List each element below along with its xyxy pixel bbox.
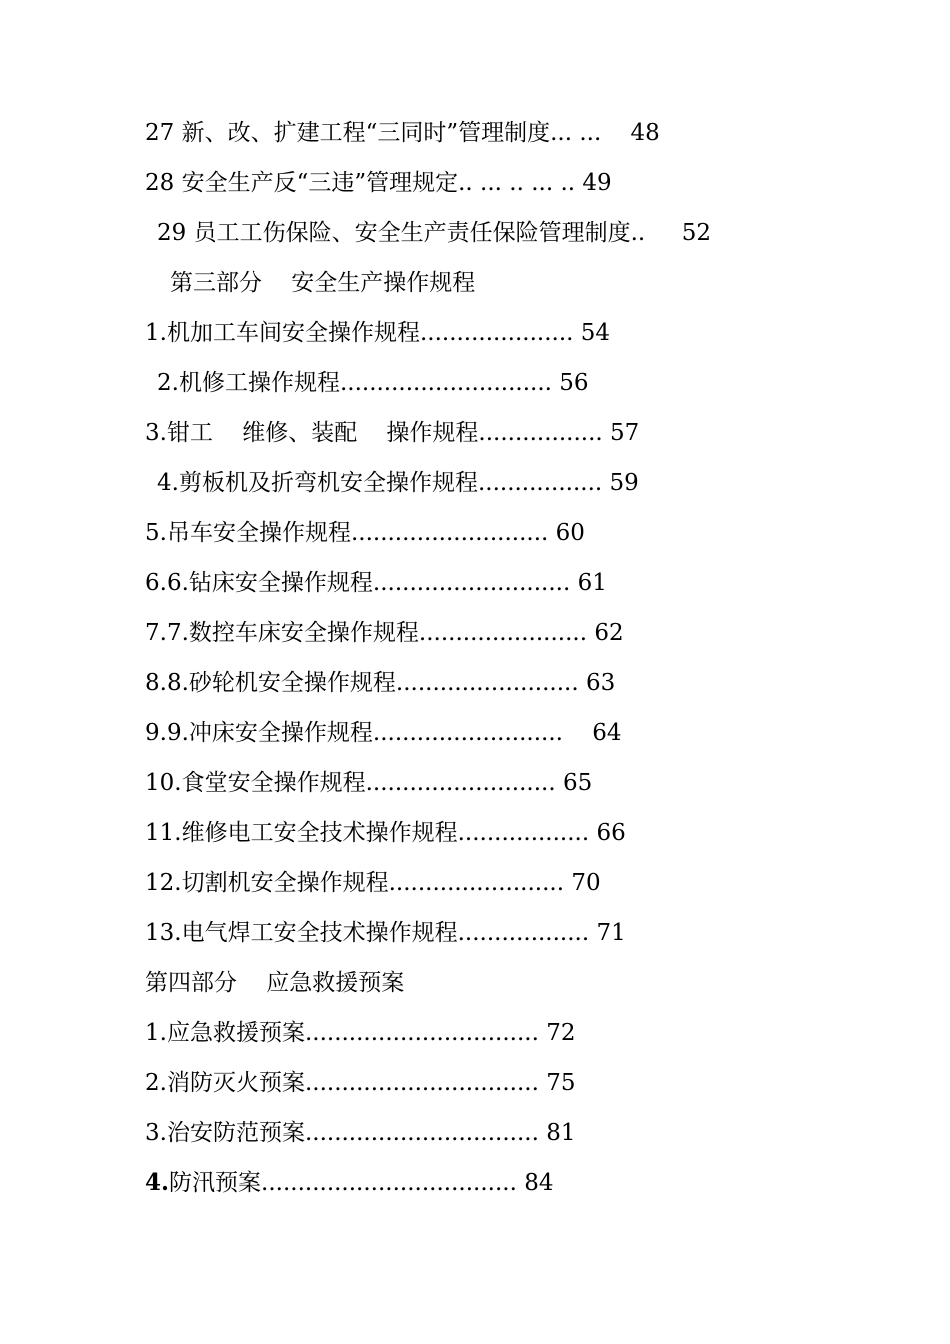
toc-entry-3-11: 11.维修电工安全技术操作规程.................. 66 <box>145 820 626 846</box>
toc-entry-3-9: 9.9.冲床安全操作规程.......................... 64 <box>145 720 622 746</box>
toc-entry-number: 4. <box>145 1169 170 1196</box>
toc-entry-4-4 <box>145 1168 553 1198</box>
toc-entry-28: 28 安全生产反“三违”管理规定.. ... .. ... .. 49 <box>145 170 612 196</box>
toc-entry-4-3: 3.治安防范预案................................ 81 <box>145 1120 576 1146</box>
toc-entry-3-1: 1.机加工车间安全操作规程..................... 54 <box>145 320 611 346</box>
toc-entry-text: 防汛预案................................... 84 <box>169 1170 554 1196</box>
toc-entry-3-3: 3.钳工 维修、装配 操作规程................. 57 <box>145 420 640 446</box>
toc-entry-3-2: 2.机修工操作规程............................. 56 <box>157 370 589 396</box>
toc-entry-4-1: 1.应急救援预案................................ 72 <box>145 1020 576 1046</box>
toc-entry-3-7: 7.7.数控车床安全操作规程....................... 62 <box>145 620 624 646</box>
toc-entry-3-5: 5.吊车安全操作规程........................... 60 <box>145 520 585 546</box>
toc-entry-3-6: 6.6.钻床安全操作规程........................... 61 <box>145 570 607 596</box>
toc-entry-3-8: 8.8.砂轮机安全操作规程......................... 63 <box>145 670 616 696</box>
toc-entry-3-10: 10.食堂安全操作规程.......................... 65 <box>145 770 593 796</box>
toc-entry-3-4: 4.剪板机及折弯机安全操作规程................. 59 <box>157 470 639 496</box>
toc-entry-27: 27 新、改、扩建工程“三同时”管理制度... ... 48 <box>145 120 660 146</box>
toc-entry-4-2: 2.消防灭火预案................................ 75 <box>145 1070 576 1096</box>
toc-entry-29: 29 员工工伤保险、安全生产责任保险管理制度.. 52 <box>157 220 712 246</box>
section-heading-part-4: 第四部分 应急救援预案 <box>145 970 405 996</box>
section-heading-part-3: 第三部分 安全生产操作规程 <box>170 270 476 296</box>
toc-entry-3-12: 12.切割机安全操作规程........................ 70 <box>145 870 601 896</box>
toc-entry-3-13: 13.电气焊工安全技术操作规程.................. 71 <box>145 920 626 946</box>
